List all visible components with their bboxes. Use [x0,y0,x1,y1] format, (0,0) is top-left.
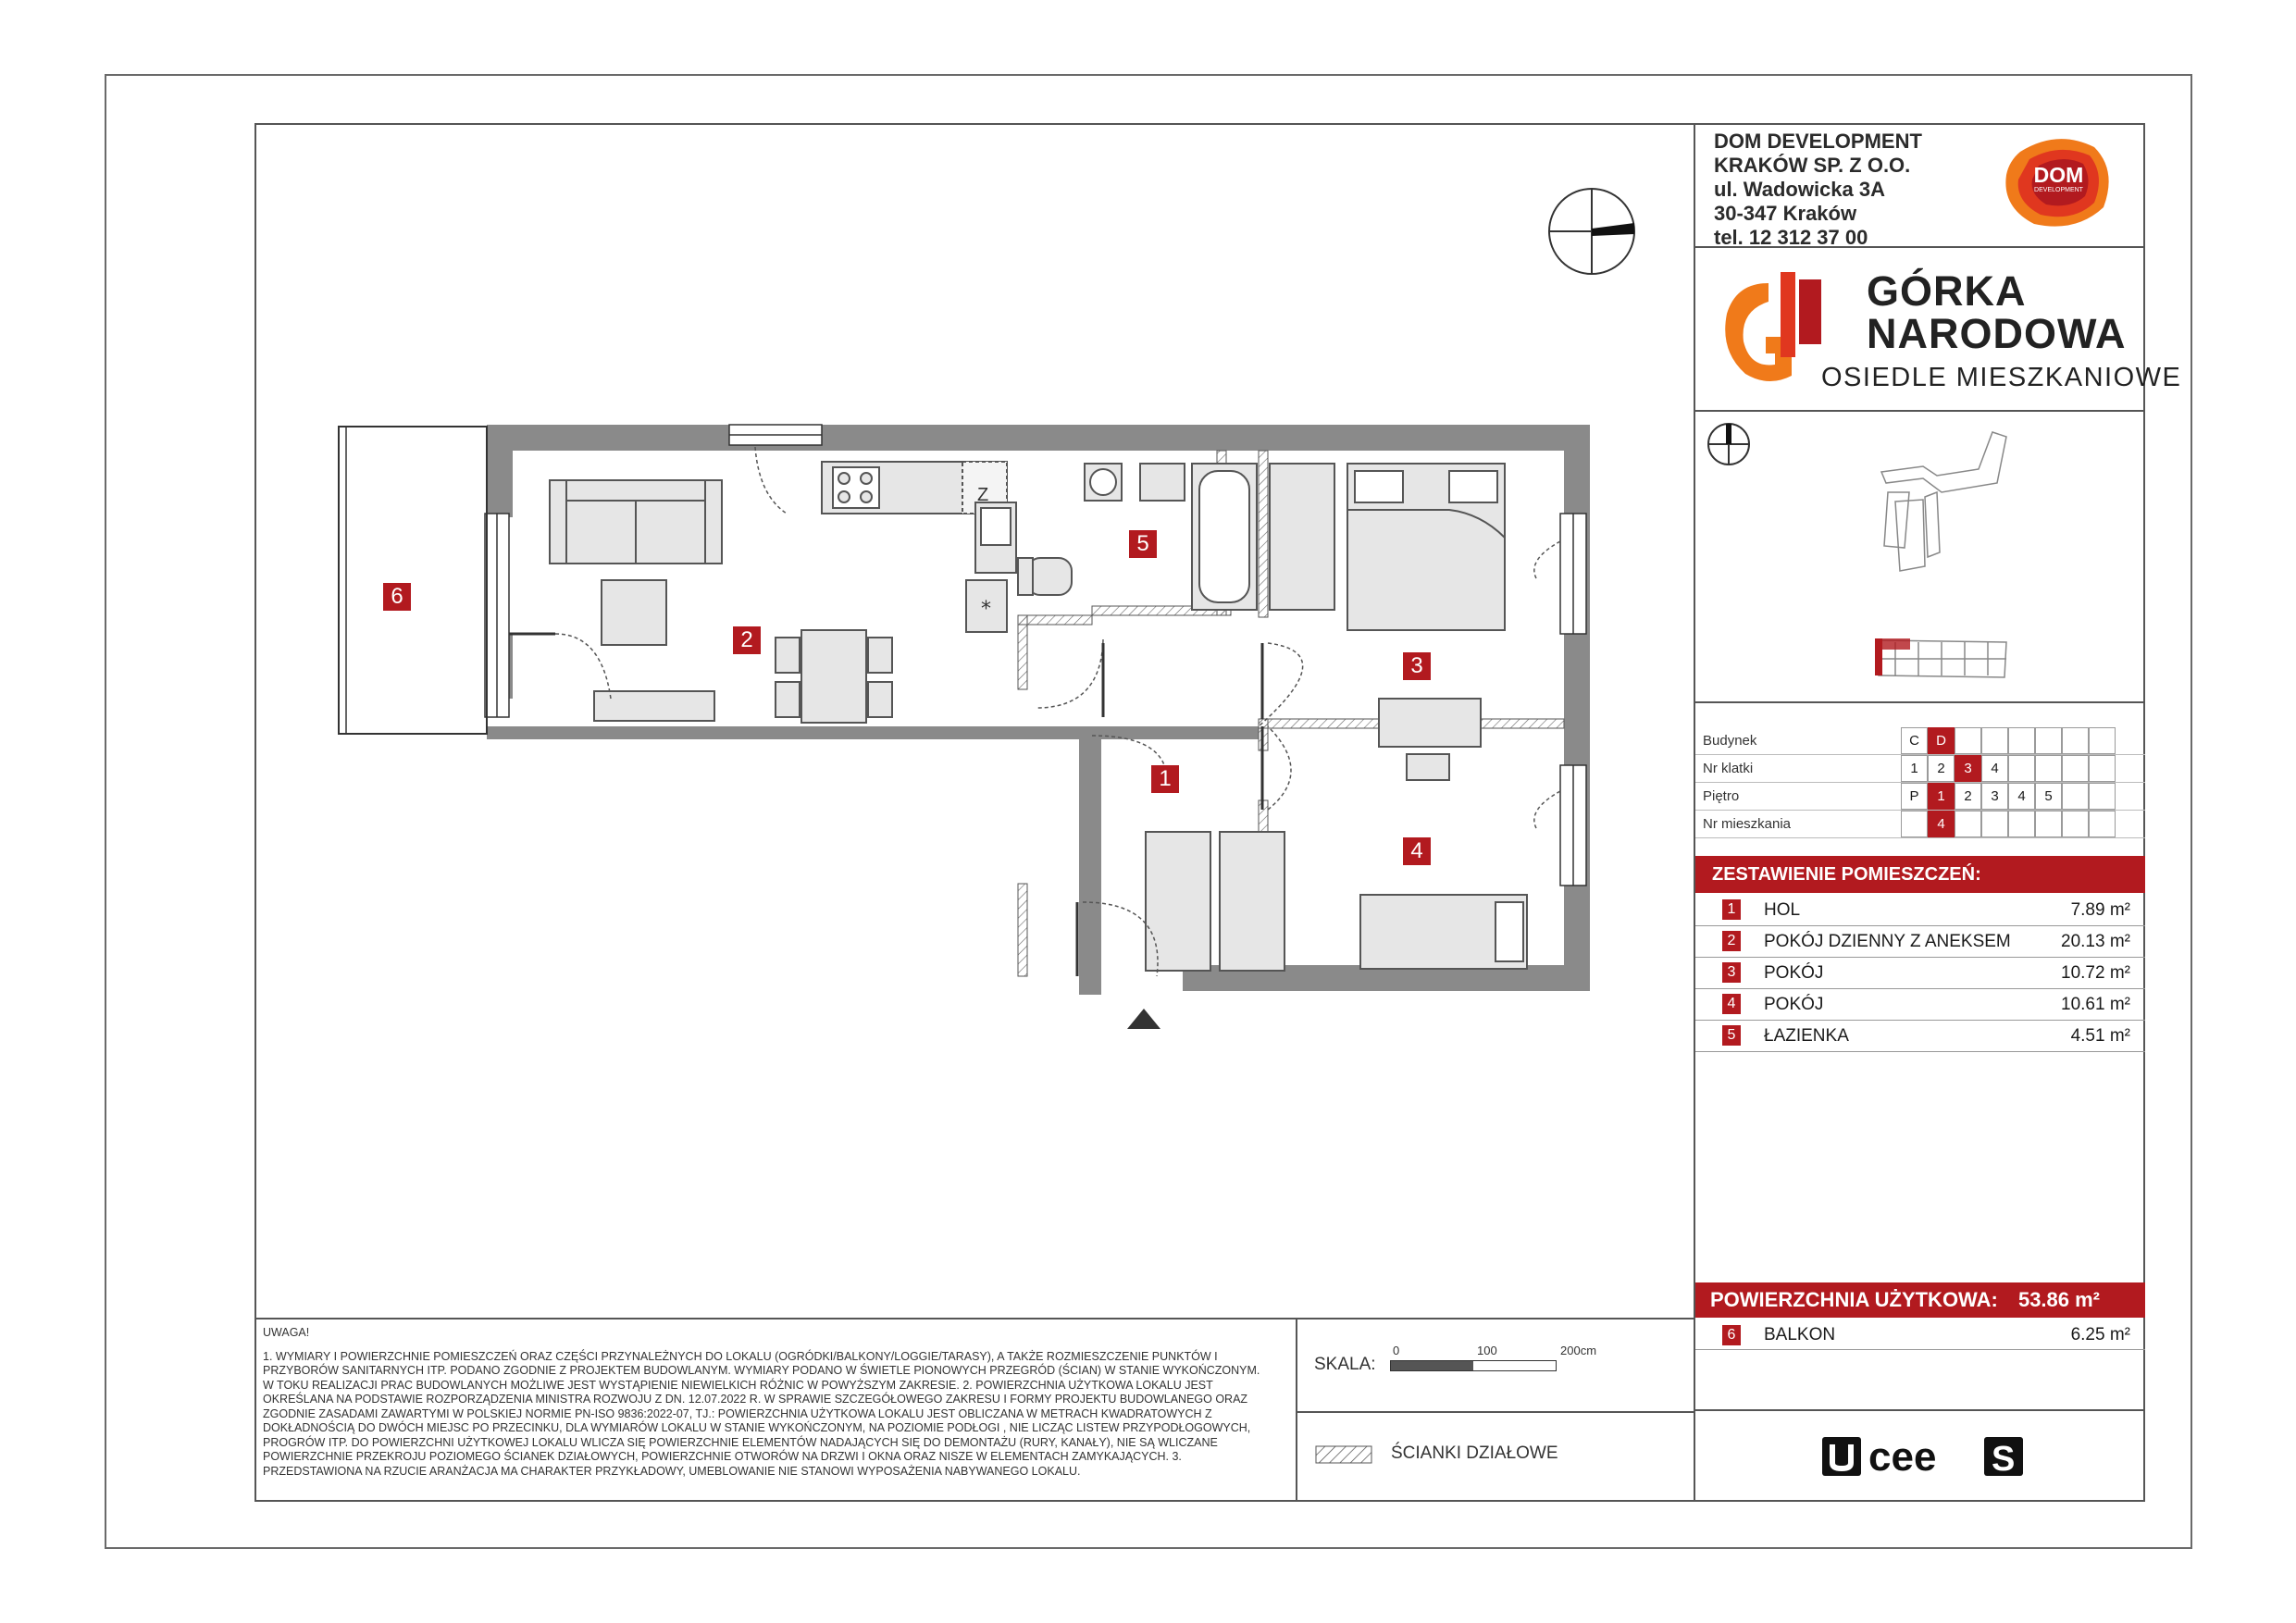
scale-tick-0: 0 [1393,1344,1400,1357]
sidebar-sep [1694,1409,2145,1411]
plan-label-4: 4 [1403,837,1431,865]
project-name [1867,267,2127,357]
location-table [1695,727,2145,838]
company-info [1714,130,1922,250]
floor-plan-drawing [333,421,1592,1032]
location-row [1695,783,2145,811]
location-row-label: Budynek [1703,733,1757,749]
company-street: ul. Wadowicka 3A [1714,178,1886,201]
room-num: 1 [1722,899,1741,920]
company-phone: tel. 12 312 37 00 [1714,226,1868,249]
balcony-row [1695,1321,2145,1349]
location-row-label: Piętro [1703,788,1740,804]
north-compass-icon [1545,185,1638,282]
location-option [1901,811,1928,837]
sidebar-sep [1694,701,2145,703]
location-empty-cell [2062,755,2089,782]
location-row [1695,727,2145,755]
room-name: POKÓJ DZIENNY Z ANEKSEM [1764,932,2011,951]
plan-label-1: 1 [1151,765,1179,793]
scale-bar [1390,1360,1557,1371]
location-empty-cell [2035,811,2062,837]
location-empty-cell [2035,755,2062,782]
room-row [1695,895,2145,926]
usable-area-total [1695,1282,2145,1318]
room-row [1695,989,2145,1021]
gorka-narodowa-logo-mark [1718,272,1829,390]
plan-label-3: 3 [1403,652,1431,680]
location-empty-cell [1981,727,2008,754]
logo-subtext: DEVELOPMENT [2034,187,2083,193]
plan-label-6: 6 [383,583,411,611]
room-name: ŁAZIENKA [1764,1026,1849,1046]
legend-partition-label: ŚCIANKI DZIAŁOWE [1391,1443,1558,1463]
room-row [1695,1021,2145,1052]
room-row [1695,958,2145,989]
notes-text: 1. WYMIARY I POWIERZCHNIE POMIESZCZEŃ ORAZ CZĘŚCI PRZYNALEŻNYCH DO LOKALU (OGRÓDKI/BALKONY/LOGGIE/TARASY), A TAKŻE ROZMIESZCZENIE PUNKTÓW I PRZYBORÓW SANITARNYCH ITP. PODANO ZGODNIE Z PROJEKTEM BUDOWLANYM. WYMIARY PODANO W ŚWIETLE PIONOWYCH PRZEGRÓD (ŚCIAN) W STANIE WYKOŃCZONYM. W TOKU REALIZACJI PRAC BUDOWLANYCH MOŻLIWE JEST WYSTĄPIENIE NIEWIELKICH RÓŻNIC W POWYŻSZYM ZAKRESIE. 2. POWIERZCHNIA UŻYTKOWA LOKALU JEST OKREŚLANA NA PODSTAWIE ROZPORZĄDZENIA MINISTRA ROZWOJU Z DN. 12.07.2022 R. W SPRAWIE SZCZEGÓŁOWEGO ZAKRESU I FORMY PROJEKTU BUDOWLANEGO ORAZ ZGODNIE ZASADAMI ZAWARTYMI W POLSKIEJ NORMIE PN-ISO 9836:2022-07, TJ.: POWIERZCHNIA UŻYTKOWA LOKALU JEST OBLICZANA W METRACH KWADRATOWYCH Z DOKŁADNOŚCIĄ DO DWÓCH MIEJSC PO PRZECINKU, DLA WYMIARÓW LOKALU W STANIE WYKOŃCZONYM, NA POZIOMIE PODŁOGI , NIE LICZĄC LISTEW PRZYPODŁOGOWYCH, PROGRÓW ITP. DO POWIERZCHNI UŻYTKOWEJ LOKALU WLICZA SIĘ POWIERZCHNIE ELEMENTÓW NADAJĄCYCH SIĘ DO DEMONTAŻU (RURY, KANAŁY), NIE SĄ WLICZANE POWIERZCHNIE PRZEKROJU POZIOMEGO ŚCIANEK DZIAŁOWYCH, POWIERZCHNIE OTWORÓW NA DRZWI I OKNA ORAZ NISZE W ELEMENTACH ZAMYKAJĄCYCH. 3. PRZEDSTAWIONA NA RZUCIE ARANŻACJA MA CHARAKTER PRZYKŁADOWY, UMEBLOWANIE NIE STANOWI WYPOSAŻENIA NABYWANEGO LOKALU. [263,1349,1260,1478]
scale-tick-200: 200cm [1560,1344,1597,1357]
ucees-logo [1822,1435,2026,1478]
rooms-section-title: ZESTAWIENIE POMIESZCZEŃ: [1695,856,2145,893]
scale-tick-100: 100 [1477,1344,1497,1357]
usable-area-label: POWIERZCHNIA UŻYTKOWA: [1710,1288,1998,1311]
location-empty-cell [2062,811,2089,837]
svg-text:cee: cee [1868,1435,1937,1478]
notes [263,1326,1272,1479]
scale-bar-fill [1391,1361,1473,1370]
location-empty-cell [2089,727,2116,754]
location-empty-cell [2089,783,2116,810]
room-num: 5 [1722,1025,1741,1046]
location-option: 3 [1955,755,1981,782]
site-plan-thumbnail [1868,427,2016,691]
balcony-underline [1695,1349,2145,1350]
room-name: POKÓJ [1764,963,1824,983]
location-row [1695,811,2145,838]
project-name-line1: GÓRKA [1867,267,2027,315]
usable-area-value: 53.86 m² [2017,1288,2101,1311]
location-empty-cell [1955,727,1981,754]
logo-text: DOM [2033,163,2084,187]
legend-divider [1296,1411,1695,1413]
svg-text:S: S [1992,1440,2016,1478]
location-option: C [1901,727,1928,754]
room-num: 3 [1722,962,1741,983]
room-num: 4 [1722,994,1741,1014]
room-area: 20.13 m² [2061,932,2130,951]
balcony-name: BALKON [1764,1325,1836,1344]
room-num: 2 [1722,931,1741,951]
location-empty-cell [2035,727,2062,754]
partition-wall-swatch-icon [1315,1445,1372,1468]
location-option: P [1901,783,1928,810]
room-area: 7.89 m² [2070,900,2130,920]
scale-label: SKALA: [1314,1355,1376,1374]
balcony-num: 6 [1722,1325,1741,1345]
dom-development-logo [2002,133,2116,232]
location-option: 4 [2008,783,2035,810]
kitchen-z-label: Z [977,485,989,505]
room-row [1695,926,2145,958]
location-option: 2 [1928,755,1955,782]
location-option: 2 [1955,783,1981,810]
location-empty-cell [2008,755,2035,782]
project-subtitle: OSIEDLE MIESZKANIOWE [1821,363,2182,392]
company-name-2: KRAKÓW SP. Z O.O. [1714,154,1911,177]
location-empty-cell [2062,783,2089,810]
sidebar-sep [1694,410,2145,412]
notes-heading: UWAGA! [263,1326,310,1339]
floor-plan [333,421,1592,1032]
notes-divider [254,1318,1695,1319]
room-area: 10.61 m² [2061,995,2130,1014]
location-option: 1 [1901,755,1928,782]
location-empty-cell [1955,811,1981,837]
location-option: 4 [1928,811,1955,837]
location-empty-cell [2062,727,2089,754]
company-name-1: DOM DEVELOPMENT [1714,130,1922,153]
location-option: 3 [1981,783,2008,810]
location-option: 5 [2035,783,2062,810]
room-area: 10.72 m² [2061,963,2130,983]
scale-divider [1296,1318,1297,1502]
room-name: POKÓJ [1764,995,1824,1014]
company-city: 30-347 Kraków [1714,202,1857,225]
location-option: D [1928,727,1955,754]
location-row-label: Nr klatki [1703,761,1754,776]
project-name-line2: NARODOWA [1867,310,2127,357]
room-name: HOL [1764,900,1801,920]
balcony-area: 6.25 m² [2070,1325,2130,1344]
location-row [1695,755,2145,783]
room-area: 4.51 m² [2070,1026,2130,1046]
location-empty-cell [2008,811,2035,837]
location-option: 4 [1981,755,2008,782]
site-compass-icon [1706,421,1752,472]
rooms-list [1695,895,2145,1052]
svg-text:*: * [981,598,991,621]
location-empty-cell [2089,755,2116,782]
location-empty-cell [1981,811,2008,837]
location-empty-cell [2089,811,2116,837]
plan-label-5: 5 [1129,530,1157,558]
plan-label-2: 2 [733,626,761,654]
location-empty-cell [2008,727,2035,754]
location-row-label: Nr mieszkania [1703,816,1792,832]
location-option: 1 [1928,783,1955,810]
